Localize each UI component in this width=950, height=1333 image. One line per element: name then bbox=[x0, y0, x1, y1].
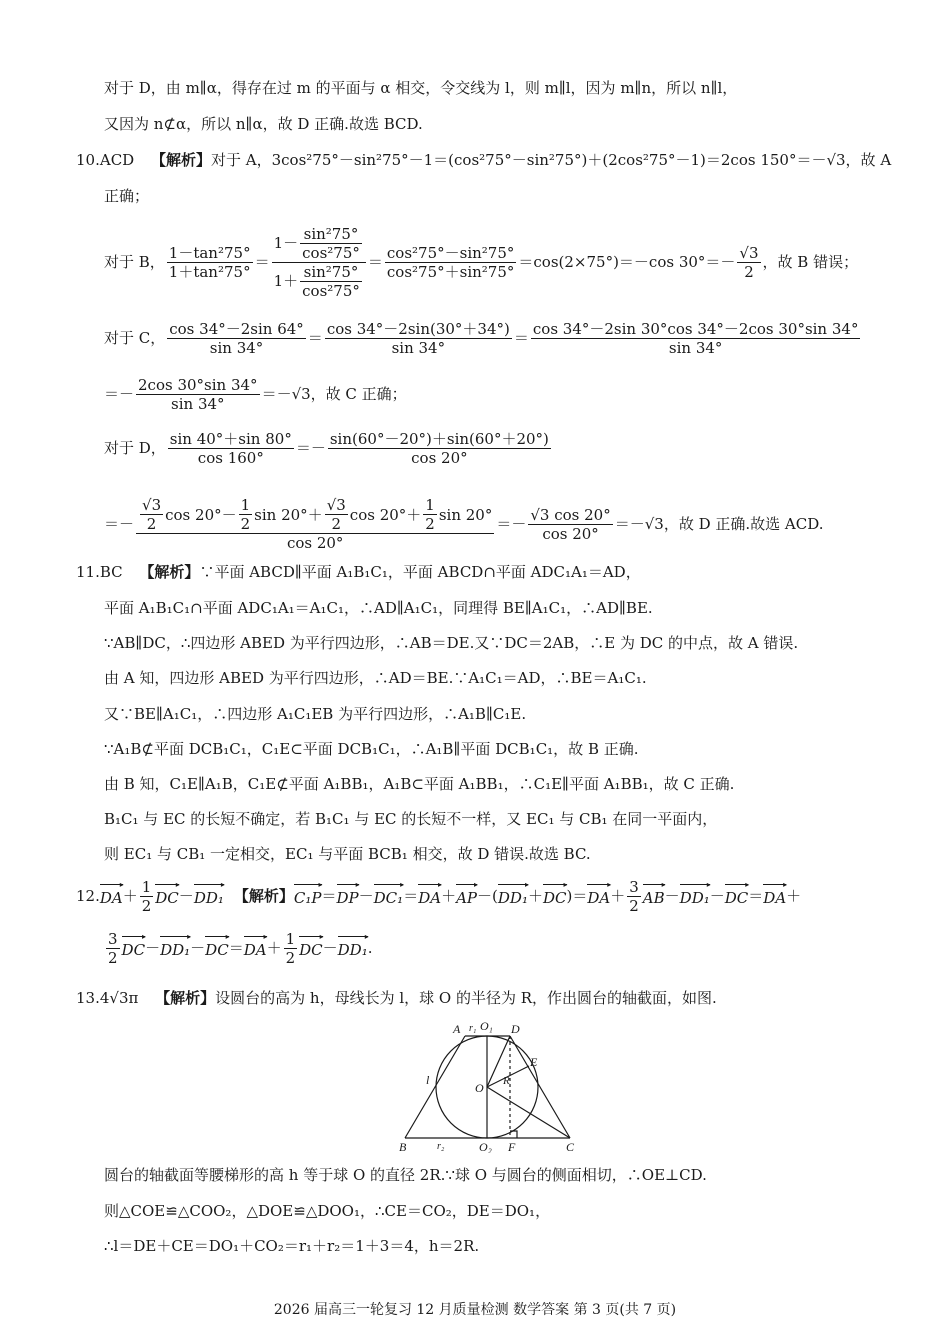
equals: ＝－ bbox=[295, 439, 326, 457]
q10-analysis-tag: 【解析】 bbox=[150, 151, 211, 169]
term: sin 20°＋ bbox=[254, 505, 323, 524]
equals: ＝ bbox=[307, 329, 323, 347]
op: ＝ bbox=[572, 887, 588, 905]
q11-line-5: 又∵BE∥A₁C₁，∴四边形 A₁C₁EB 为平行四边形，∴A₁B∥C₁E. bbox=[104, 705, 527, 723]
den-part: 1＋ bbox=[273, 272, 299, 290]
frac-num: √3 bbox=[326, 496, 346, 514]
q13-analysis-tag: 【解析】 bbox=[155, 989, 216, 1007]
inner-frac bbox=[239, 496, 253, 533]
q10-b-prefix: 对于 B， bbox=[104, 253, 165, 271]
frac-num: √3 cos 20° bbox=[530, 505, 611, 524]
frac-den: 1＋tan²75° bbox=[168, 262, 251, 281]
op: ) bbox=[566, 887, 573, 905]
frac-den: cos 20° bbox=[328, 448, 551, 467]
term: cos 20°－ bbox=[165, 505, 237, 524]
op: － bbox=[322, 939, 338, 957]
q10-b-frac-4 bbox=[737, 244, 760, 281]
q10-option-c bbox=[104, 316, 862, 360]
vector: DC ▸ bbox=[724, 880, 750, 907]
vector: DA ▸ bbox=[587, 880, 612, 907]
num-part: 1－ bbox=[273, 234, 299, 252]
frac-num: sin²75° bbox=[303, 224, 359, 243]
inner-frac bbox=[300, 263, 362, 300]
op: . bbox=[367, 939, 373, 957]
q10-option-a-cont: 正确； bbox=[104, 187, 150, 205]
vector: DD₁ ▸ bbox=[497, 880, 529, 907]
vector: DC₁ ▸ bbox=[373, 880, 405, 907]
q10-line-a bbox=[76, 150, 891, 170]
frac-den: 2 bbox=[425, 515, 435, 533]
frac-num: cos 34°－2sin(30°＋34°) bbox=[326, 319, 510, 338]
label-l: l bbox=[426, 1073, 430, 1087]
q10-b-mid: ＝cos(2×75°)＝－cos 30°＝－ bbox=[518, 253, 736, 271]
q10-c-frac-1 bbox=[167, 320, 306, 357]
vector: DA ▸ bbox=[418, 880, 443, 907]
q10-d-frac-2 bbox=[328, 430, 551, 467]
op: － bbox=[664, 887, 680, 905]
op: ＝ bbox=[228, 939, 244, 957]
frac-den: sin 34° bbox=[325, 338, 512, 357]
label-r2: r₂ bbox=[437, 1141, 445, 1152]
frac-num bbox=[272, 225, 366, 262]
q11-line-8: B₁C₁ 与 EC 的长短不确定，若 B₁C₁ 与 EC 的长短不一样，又 EC₁ 与 CB₁ 在同一平面内， bbox=[104, 810, 718, 828]
frac-den: sin 34° bbox=[167, 338, 306, 357]
vector: DC ▸ bbox=[299, 932, 324, 959]
vector: DD₁ ▸ bbox=[160, 932, 192, 959]
frac-num: 1 bbox=[285, 929, 296, 948]
op: － bbox=[477, 887, 493, 905]
vector: AB ▸ bbox=[642, 880, 666, 907]
label-c: C bbox=[566, 1140, 575, 1153]
three-half bbox=[627, 878, 641, 915]
q13-answer: 13.4√3π bbox=[76, 989, 139, 1007]
vector: C₁P ▸ bbox=[293, 880, 323, 907]
op: － bbox=[178, 887, 194, 905]
op: ＋ bbox=[266, 939, 282, 957]
q11-answer: 11.BC bbox=[76, 563, 123, 581]
q11-line-3: ∵AB∥DC，∴四边形 ABED 为平行四边形，∴AB＝DE.又∵DC＝2AB，∴E 为 DC 的中点，故 A 错误. bbox=[104, 634, 799, 652]
vector: AP ▸ bbox=[456, 880, 479, 907]
frac-den: 2 bbox=[108, 948, 118, 967]
frac-den: cos²75° bbox=[302, 281, 360, 300]
vector: DC ▸ bbox=[155, 880, 180, 907]
q13-line-1 bbox=[76, 988, 717, 1008]
q10-d2-prefix: ＝－ bbox=[104, 515, 135, 533]
frac-num: 1 bbox=[240, 496, 251, 514]
q13-text: 设圆台的高为 h，母线长为 l，球 O 的半径为 R，作出圆台的轴截面，如图. bbox=[215, 989, 717, 1007]
q13-line-2: 圆台的轴截面等腰梯形的高 h 等于球 O 的直径 2R.∵球 O 与圆台的侧面相切，∴OE⊥CD. bbox=[104, 1166, 707, 1184]
vector-arrow-icon: ▸ bbox=[680, 884, 710, 885]
q10-option-d-cont bbox=[104, 484, 824, 564]
frustum-cross-section-figure bbox=[390, 1018, 590, 1153]
q11-analysis-tag: 【解析】 bbox=[139, 563, 200, 581]
q11-text: ∵平面 ABCD∥平面 A₁B₁C₁，平面 ABCD∩平面 ADC₁A₁＝AD， bbox=[199, 563, 641, 581]
equals: ＝ bbox=[513, 329, 529, 347]
frac-den: 2 bbox=[141, 896, 152, 915]
q10-b-frac-2 bbox=[272, 225, 366, 300]
vector-arrow-icon: ▸ bbox=[725, 884, 749, 885]
op: ＋ bbox=[441, 887, 457, 905]
q10-c2-frac bbox=[136, 376, 260, 413]
frac-den: cos²75° bbox=[302, 243, 360, 262]
frac-den: cos 20° bbox=[528, 524, 612, 543]
q10-answer: 10.ACD bbox=[76, 151, 135, 169]
vector-arrow-icon: ▸ bbox=[100, 884, 123, 885]
frac-num: 3 bbox=[629, 877, 639, 896]
label-b: B bbox=[399, 1140, 407, 1153]
frac-den bbox=[272, 262, 366, 300]
op: ＋ bbox=[122, 887, 138, 905]
vector-arrow-icon: ▸ bbox=[643, 884, 665, 885]
inner-frac bbox=[325, 496, 348, 533]
frac-num: 1 bbox=[141, 877, 152, 896]
q12-analysis-tag: 【解析】 bbox=[233, 887, 294, 905]
op: ( bbox=[492, 887, 498, 905]
q11-line-1 bbox=[76, 562, 641, 582]
vector-arrow-icon: ▸ bbox=[294, 884, 322, 885]
frac-num bbox=[136, 496, 494, 533]
vector-arrow-icon: ▸ bbox=[299, 936, 323, 937]
frac-num: sin²75° bbox=[303, 262, 359, 281]
q10-d-prefix: 对于 D， bbox=[104, 439, 166, 457]
vector-arrow-icon: ▸ bbox=[338, 936, 368, 937]
op: ＋ bbox=[527, 887, 543, 905]
frac-num: 1－tan²75° bbox=[168, 243, 251, 262]
vector-arrow-icon: ▸ bbox=[763, 884, 786, 885]
op: ＝ bbox=[403, 887, 419, 905]
q10-c-prefix: 对于 C， bbox=[104, 329, 166, 347]
label-o: O bbox=[475, 1081, 484, 1095]
q10-c2-prefix: ＝－ bbox=[104, 385, 135, 403]
q10-option-b bbox=[104, 222, 858, 302]
vector: DD₁ ▸ bbox=[193, 880, 225, 907]
q13-line-4: ∴l＝DE＋CE＝DO₁＋CO₂＝r₁＋r₂＝1＋3＝4，h＝2R. bbox=[104, 1237, 480, 1255]
vector: DD₁ ▸ bbox=[679, 880, 711, 907]
equals: ＝ bbox=[254, 253, 270, 271]
label-f: F bbox=[508, 1140, 516, 1153]
label-d: D bbox=[511, 1022, 520, 1036]
three-half bbox=[106, 930, 120, 967]
q10-b-frac-3 bbox=[385, 244, 517, 281]
frac-num: √3 bbox=[142, 496, 162, 514]
op: － bbox=[190, 939, 206, 957]
vector: DC ▸ bbox=[121, 932, 147, 959]
op: － bbox=[145, 939, 161, 957]
q11-line-2: 平面 A₁B₁C₁∩平面 ADC₁A₁＝A₁C₁，∴AD∥A₁C₁，同理得 BE∥A₁C₁，∴AD∥BE. bbox=[104, 599, 653, 617]
frac-num: cos 34°－2sin 64° bbox=[169, 319, 304, 338]
q10-b-end: ，故 B 错误； bbox=[762, 253, 859, 271]
q10-d-frac-1 bbox=[168, 430, 294, 467]
vector-arrow-icon: ▸ bbox=[456, 884, 477, 885]
frac-num: cos 34°－2sin 30°cos 34°－2cos 30°sin 34° bbox=[532, 319, 859, 338]
q11-line-4: 由 A 知，四边形 ABED 为平行四边形，∴AD＝BE.∵A₁C₁＝AD，∴BE＝A₁C₁. bbox=[104, 669, 647, 687]
vector-arrow-icon: ▸ bbox=[205, 936, 229, 937]
vector-arrow-icon: ▸ bbox=[155, 884, 179, 885]
frac-den: 2 bbox=[629, 896, 639, 915]
vector-arrow-icon: ▸ bbox=[498, 884, 528, 885]
half bbox=[140, 878, 154, 915]
equals: ＝ bbox=[367, 253, 383, 271]
frac-den: 2 bbox=[325, 514, 348, 533]
vector-arrow-icon: ▸ bbox=[244, 936, 267, 937]
q10-c2-end: ＝－√3，故 C 正确； bbox=[261, 385, 407, 403]
label-r1: r₁ bbox=[469, 1023, 477, 1034]
vector-arrow-icon: ▸ bbox=[337, 884, 359, 885]
op: ＋ bbox=[786, 887, 802, 905]
vector: DP ▸ bbox=[336, 880, 360, 907]
op: － bbox=[709, 887, 725, 905]
op: ＋ bbox=[610, 887, 626, 905]
q13-line-3: 则△COE≌△COO₂，△DOE≌△DOO₁，∴CE＝CO₂，DE＝DO₁， bbox=[104, 1202, 551, 1220]
half bbox=[284, 930, 298, 967]
frac-den: 2 bbox=[240, 515, 251, 533]
frac-num: 1 bbox=[425, 496, 435, 514]
term: cos 20°＋ bbox=[349, 505, 422, 524]
frac-num: √3 bbox=[739, 243, 759, 262]
frac-den: sin 34° bbox=[531, 338, 861, 357]
q10-option-c-cont bbox=[104, 372, 407, 416]
equals: ＝－ bbox=[496, 515, 527, 533]
inner-frac bbox=[423, 496, 437, 533]
vector: DC ▸ bbox=[205, 932, 230, 959]
vector-arrow-icon: ▸ bbox=[543, 884, 567, 885]
frac-den: cos 160° bbox=[168, 448, 294, 467]
vector-arrow-icon: ▸ bbox=[122, 936, 146, 937]
frac-num: 2cos 30°sin 34° bbox=[138, 375, 258, 394]
label-a: A bbox=[453, 1022, 461, 1036]
trapezoid-right-edge bbox=[510, 1036, 570, 1138]
inner-frac bbox=[140, 496, 163, 533]
vector: DC ▸ bbox=[542, 880, 568, 907]
vector-arrow-icon: ▸ bbox=[160, 936, 190, 937]
q12-line-1 bbox=[76, 874, 801, 918]
frac-den: 2 bbox=[737, 262, 760, 281]
inner-frac bbox=[300, 225, 362, 262]
op: － bbox=[358, 887, 374, 905]
frac-num: sin(60°－20°)＋sin(60°＋20°) bbox=[329, 429, 549, 448]
vector: DA ▸ bbox=[243, 932, 268, 959]
frac-num: 3 bbox=[108, 929, 118, 948]
trapezoid-left-edge bbox=[405, 1036, 465, 1138]
frac-den: 2 bbox=[285, 948, 296, 967]
frac-den: cos²75°＋sin²75° bbox=[386, 262, 515, 281]
q10-c-frac-3 bbox=[531, 320, 861, 357]
label-o1: O₁ bbox=[480, 1019, 493, 1033]
label-r: R bbox=[503, 1075, 510, 1087]
vector-arrow-icon: ▸ bbox=[418, 884, 441, 885]
frac-num: cos²75°－sin²75° bbox=[386, 243, 515, 262]
q11-line-6: ∵A₁B⊄平面 DCB₁C₁，C₁E⊂平面 DCB₁C₁，∴A₁B∥平面 DCB₁C₁，故 B 正确. bbox=[104, 740, 639, 758]
q10-option-a: 对于 A，3cos²75°－sin²75°－1＝(cos²75°－sin²75°)＋(2cos²75°－1)＝2cos 150°＝－√3，故 A bbox=[211, 151, 892, 169]
vector: DA ▸ bbox=[99, 880, 124, 907]
op: ＝ bbox=[748, 887, 764, 905]
frac-den: sin 34° bbox=[136, 394, 260, 413]
frac-den: 2 bbox=[140, 514, 163, 533]
q10-d2-frac-2 bbox=[528, 506, 612, 543]
q10-d2-big-frac bbox=[136, 496, 494, 552]
q11-line-7: 由 B 知，C₁E∥A₁B，C₁E⊄平面 A₁BB₁，A₁B⊂平面 A₁BB₁，∴C₁E∥平面 A₁BB₁，故 C 正确. bbox=[104, 775, 735, 793]
term: sin 20° bbox=[438, 505, 493, 524]
frac-den: cos 20° bbox=[136, 533, 494, 552]
vector-arrow-icon: ▸ bbox=[374, 884, 404, 885]
segment-oc bbox=[487, 1087, 570, 1138]
label-e: E bbox=[530, 1055, 538, 1069]
vector-arrow-icon: ▸ bbox=[587, 884, 610, 885]
frac-num: sin 40°＋sin 80° bbox=[169, 429, 292, 448]
q10-c-frac-2 bbox=[325, 320, 512, 357]
q10-b-frac-1 bbox=[167, 244, 253, 281]
q10-option-d bbox=[104, 426, 553, 470]
d-conclusion-line-2: 又因为 n⊄α，所以 n∥α，故 D 正确.故选 BCD. bbox=[104, 115, 423, 133]
q11-line-9: 则 EC₁ 与 CB₁ 一定相交，EC₁ 与平面 BCB₁ 相交，故 D 错误.故选 BC. bbox=[104, 845, 591, 863]
vector: DD₁ ▸ bbox=[337, 932, 369, 959]
op: ＝ bbox=[321, 887, 337, 905]
q12-line-2 bbox=[104, 926, 373, 970]
q12-number: 12. bbox=[76, 887, 100, 905]
q10-d2-end: ＝－√3，故 D 正确.故选 ACD. bbox=[614, 515, 824, 533]
vector: DA ▸ bbox=[763, 880, 788, 907]
vector-arrow-icon: ▸ bbox=[194, 884, 224, 885]
page-footer: 2026 届高三一轮复习 12 月质量检测 数学答案 第 3 页(共 7 页) bbox=[273, 1302, 677, 1318]
d-conclusion-line-1: 对于 D，由 m∥α，得存在过 m 的平面与 α 相交，令交线为 l，则 m∥l，因为 m∥n，所以 n∥l， bbox=[104, 79, 738, 97]
label-o2: O₂ bbox=[479, 1140, 492, 1153]
